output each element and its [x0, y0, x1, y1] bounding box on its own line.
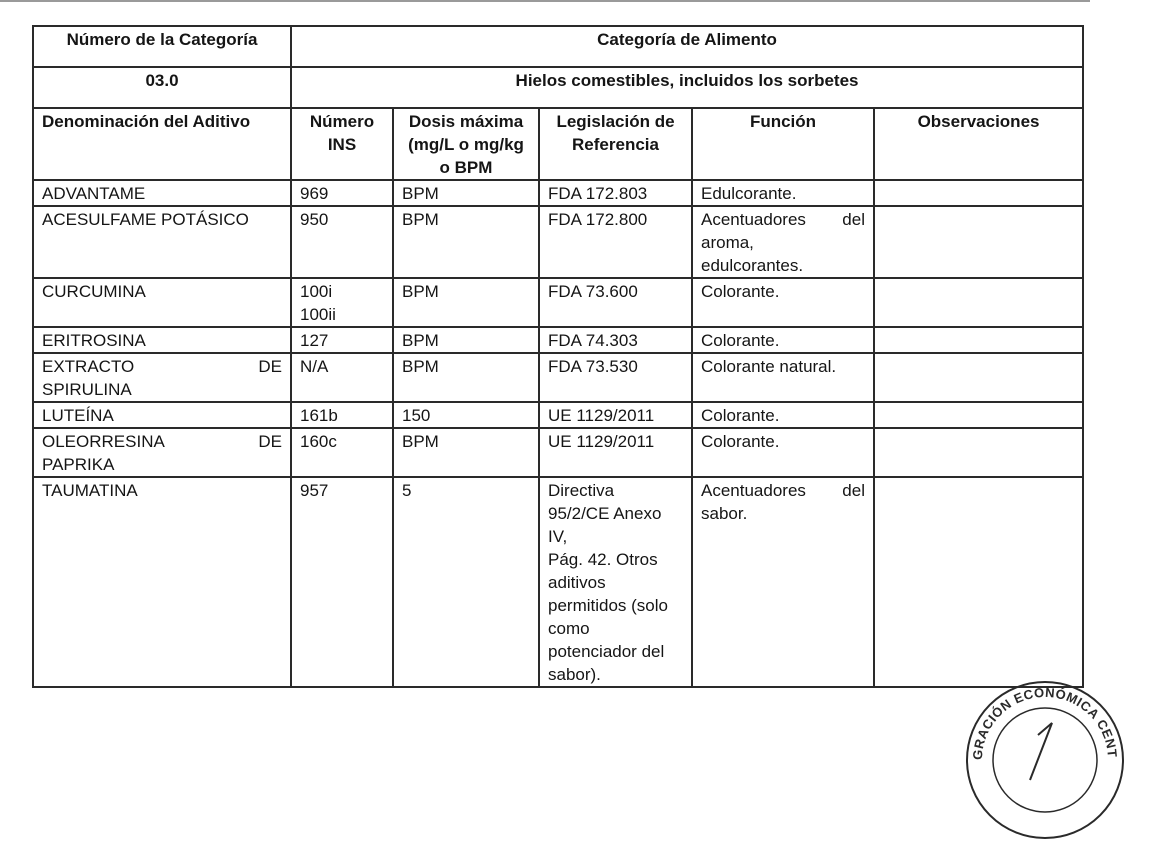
cell-legislation-line: FDA 73.530: [548, 357, 638, 376]
col-dose-line2: (mg/L o mg/kg: [408, 135, 524, 154]
cell-ins-line: 100ii: [300, 305, 336, 324]
cell-ins-line: 950: [300, 210, 329, 229]
cell-additive: [33, 278, 291, 327]
cell-legislation: [539, 353, 692, 402]
cell-additive: [33, 206, 291, 278]
col-observations: Observaciones: [874, 108, 1083, 180]
table-row: [33, 278, 1083, 327]
col-legislation-line2: Referencia: [572, 135, 659, 154]
cell-observations: [874, 353, 1083, 402]
cell-observations: [874, 327, 1083, 353]
cell-observations: [874, 428, 1083, 477]
cell-legislation-line: 95/2/CE Anexo: [548, 504, 662, 523]
cell-additive-line: CURCUMINA: [42, 282, 146, 301]
category-name: Hielos comestibles, incluidos los sorbetes: [291, 67, 1083, 108]
cell-function: [692, 278, 874, 327]
col-function: Función: [692, 108, 874, 180]
col-ins-line2: INS: [327, 135, 357, 154]
column-header-row: [33, 108, 1083, 180]
cell-additive-line: ADVANTAME: [42, 184, 146, 203]
cell-additive-line: PAPRIKA: [42, 455, 115, 474]
cell-legislation-line: Pág. 42. Otros: [548, 550, 658, 569]
cell-observations: [874, 278, 1083, 327]
cell-dose: BPM: [393, 428, 539, 477]
cell-ins: [291, 180, 393, 206]
cell-legislation: [539, 327, 692, 353]
cell-dose: 5: [393, 477, 539, 687]
cell-legislation-line: IV,: [548, 527, 568, 546]
col-dose-line1: Dosis máxima: [408, 112, 524, 131]
cell-additive: [33, 327, 291, 353]
cell-ins: [291, 477, 393, 687]
cell-legislation-line: UE 1129/2011: [548, 432, 655, 451]
header-row-category: [33, 67, 1083, 108]
table-row: [33, 402, 1083, 428]
cell-function-line: Colorante natural.: [701, 357, 837, 376]
cell-ins-line: 969: [300, 184, 329, 203]
cell-observations: [874, 180, 1083, 206]
cell-dose: 150: [393, 402, 539, 428]
cell-function-line: Acentuadores del: [701, 481, 865, 500]
cell-function: [692, 477, 874, 687]
table-row: [33, 206, 1083, 278]
cell-function-line: Colorante.: [701, 331, 780, 350]
category-number-header: Número de la Categoría: [33, 26, 291, 67]
cell-legislation-line: FDA 73.600: [548, 282, 638, 301]
table-row: [33, 327, 1083, 353]
cell-legislation: [539, 180, 692, 206]
cell-additive-line: LUTEÍNA: [42, 406, 114, 425]
cell-legislation-line: FDA 172.803: [548, 184, 648, 203]
cell-function-line: Colorante.: [701, 282, 780, 301]
category-number: 03.0: [33, 67, 291, 108]
cell-ins-line: 957: [300, 481, 329, 500]
table-row: [33, 428, 1083, 477]
cell-additive-line: SPIRULINA: [42, 380, 132, 399]
cell-function-line: Colorante.: [701, 432, 780, 451]
food-category-header: Categoría de Alimento: [291, 26, 1083, 67]
cell-dose: BPM: [393, 278, 539, 327]
col-legislation: [539, 108, 692, 180]
cell-additive: [33, 402, 291, 428]
cell-legislation-line: potenciador del: [548, 642, 665, 661]
cell-ins-line: 127: [300, 331, 329, 350]
cell-legislation: [539, 206, 692, 278]
cell-ins: [291, 353, 393, 402]
col-legislation-line1: Legislación de: [556, 112, 675, 131]
cell-additive-line: TAUMATINA: [42, 481, 138, 500]
cell-additive: [33, 353, 291, 402]
col-ins: [291, 108, 393, 180]
col-dose-line3: o BPM: [439, 158, 493, 177]
col-ins-line1: Número: [309, 112, 375, 131]
cell-legislation: [539, 477, 692, 687]
cell-additive: [33, 428, 291, 477]
cell-function: [692, 327, 874, 353]
cell-function: [692, 402, 874, 428]
cell-ins-line: 160c: [300, 432, 337, 451]
cell-function-line: Edulcorante.: [701, 184, 797, 203]
cell-legislation-line: como: [548, 619, 590, 638]
cell-legislation: [539, 402, 692, 428]
cell-function: [692, 428, 874, 477]
svg-text:GRACIÓN ECONÓMICA CENT: [970, 685, 1120, 761]
cell-function: [692, 353, 874, 402]
cell-legislation: [539, 428, 692, 477]
cell-legislation-line: FDA 74.303: [548, 331, 638, 350]
cell-observations: [874, 402, 1083, 428]
cell-dose: BPM: [393, 180, 539, 206]
cell-ins: [291, 278, 393, 327]
cell-function-line: Colorante.: [701, 406, 780, 425]
col-additive: Denominación del Aditivo: [33, 108, 291, 180]
cell-ins: [291, 428, 393, 477]
official-seal-stamp: [960, 675, 1130, 845]
cell-function-line: Acentuadores del: [701, 210, 865, 229]
cell-legislation-line: permitidos (solo: [548, 596, 668, 615]
cell-ins-line: N/A: [300, 357, 329, 376]
cell-observations: [874, 477, 1083, 687]
table-body: [33, 180, 1083, 687]
cell-additive: [33, 180, 291, 206]
cell-dose: BPM: [393, 353, 539, 402]
cell-ins: [291, 206, 393, 278]
cell-legislation-line: UE 1129/2011: [548, 406, 655, 425]
top-rule: [0, 0, 1090, 2]
cell-additive-line: ERITROSINA: [42, 331, 146, 350]
additives-table: [32, 25, 1084, 688]
cell-additive-line: EXTRACTO DE: [42, 357, 282, 376]
cell-additive: [33, 477, 291, 687]
table-row: [33, 180, 1083, 206]
cell-function-line: aroma,: [701, 233, 754, 252]
cell-function: [692, 206, 874, 278]
cell-legislation: [539, 278, 692, 327]
cell-ins: [291, 402, 393, 428]
cell-observations: [874, 206, 1083, 278]
header-row-titles: [33, 26, 1083, 67]
col-dose: [393, 108, 539, 180]
table-row: [33, 477, 1083, 687]
cell-legislation-line: FDA 172.800: [548, 210, 648, 229]
cell-ins-line: 100i: [300, 282, 333, 301]
table-row: [33, 353, 1083, 402]
cell-dose: BPM: [393, 206, 539, 278]
cell-legislation-line: Directiva: [548, 481, 615, 500]
cell-function-line: sabor.: [701, 504, 748, 523]
cell-dose: BPM: [393, 327, 539, 353]
cell-function: [692, 180, 874, 206]
seal-signature-mark: [1030, 723, 1052, 780]
cell-additive-line: OLEORRESINA DE: [42, 432, 282, 451]
cell-legislation-line: sabor).: [548, 665, 601, 684]
cell-function-line: edulcorantes.: [701, 256, 804, 275]
cell-additive-line: ACESULFAME POTÁSICO: [42, 210, 249, 229]
seal-text: GRACIÓN ECONÓMICA CENT: [969, 684, 1121, 761]
cell-legislation-line: aditivos: [548, 573, 606, 592]
cell-ins-line: 161b: [300, 406, 338, 425]
cell-ins: [291, 327, 393, 353]
